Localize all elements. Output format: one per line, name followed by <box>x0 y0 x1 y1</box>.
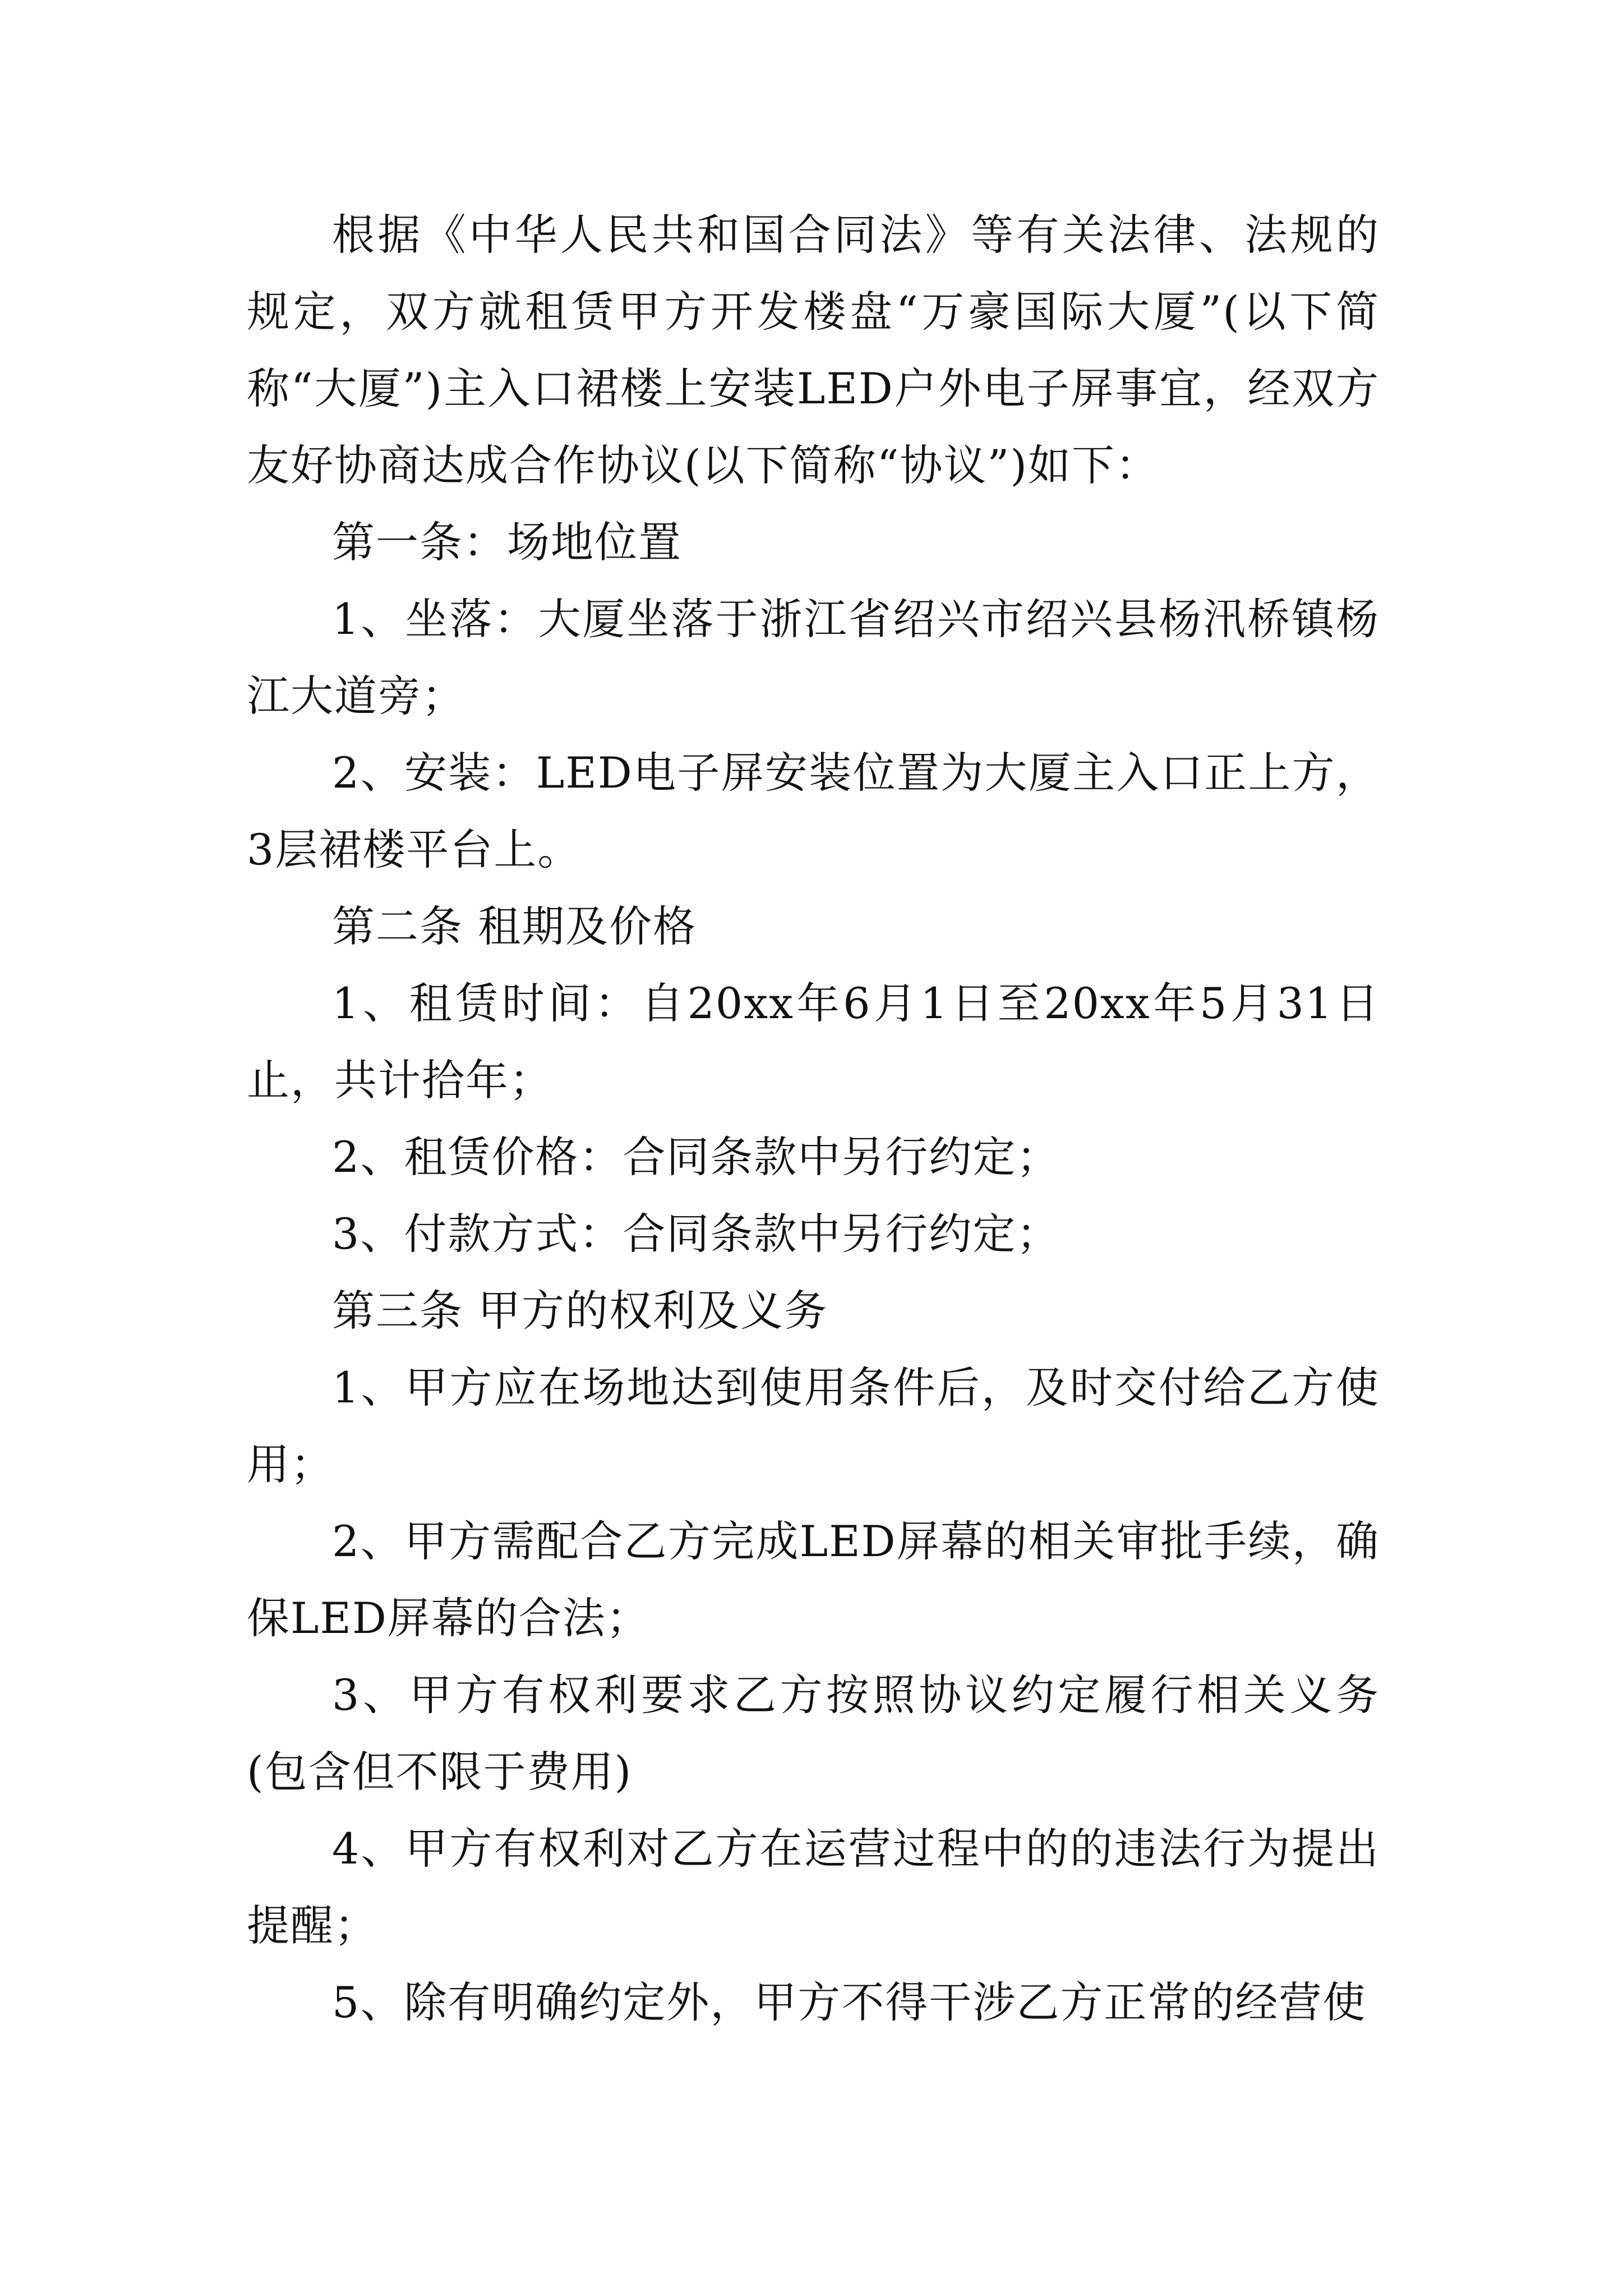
paragraph-party-a-duty-4: 4、甲方有权利对乙方在运营过程中的的违法行为提出提醒； <box>247 1824 1380 1950</box>
heading-article-2: 第二条 租期及价格 <box>332 901 697 951</box>
heading-article-1: 第一条：场地位置 <box>332 517 682 567</box>
paragraph-party-a-duty-5: 5、除有明确约定外，甲方不得干涉乙方正常的经营使 <box>332 1977 1367 2027</box>
paragraph-party-a-duty-3: 3、甲方有权利要求乙方按照协议约定履行相关义务(包含但不限于费用) <box>247 1670 1380 1797</box>
paragraph-installation: 2、安装：LED电子屏安装位置为大厦主入口正上方，3层裙楼平台上。 <box>247 748 1380 875</box>
paragraph-lease-term: 1、租赁时间：自20xx年6月1日至20xx年5月31日止，共计拾年； <box>247 978 1380 1105</box>
paragraph-party-a-duty-2: 2、甲方需配合乙方完成LED屏幕的相关审批手续，确保LED屏幕的合法； <box>247 1516 1380 1643</box>
paragraph-intro: 根据《中华人民共和国合同法》等有关法律、法规的规定，双方就租赁甲方开发楼盘“万豪国际大厦”(以下简称“大厦”)主入口裙楼上安装LED户外电子屏事宜，经双方友好协商达成合作协议(以下简称“协议”)如下： <box>247 210 1380 490</box>
paragraph-party-a-duty-1: 1、甲方应在场地达到使用条件后，及时交付给乙方使用； <box>247 1363 1380 1489</box>
heading-article-3: 第三条 甲方的权利及义务 <box>332 1286 828 1336</box>
paragraph-location: 1、坐落：大厦坐落于浙江省绍兴市绍兴县杨汛桥镇杨江大道旁； <box>247 594 1380 721</box>
paragraph-lease-price: 2、租赁价格：合同条款中另行约定； <box>332 1132 1061 1182</box>
paragraph-payment-method: 3、付款方式：合同条款中另行约定； <box>332 1209 1061 1259</box>
document-body <box>247 196 1380 2041</box>
